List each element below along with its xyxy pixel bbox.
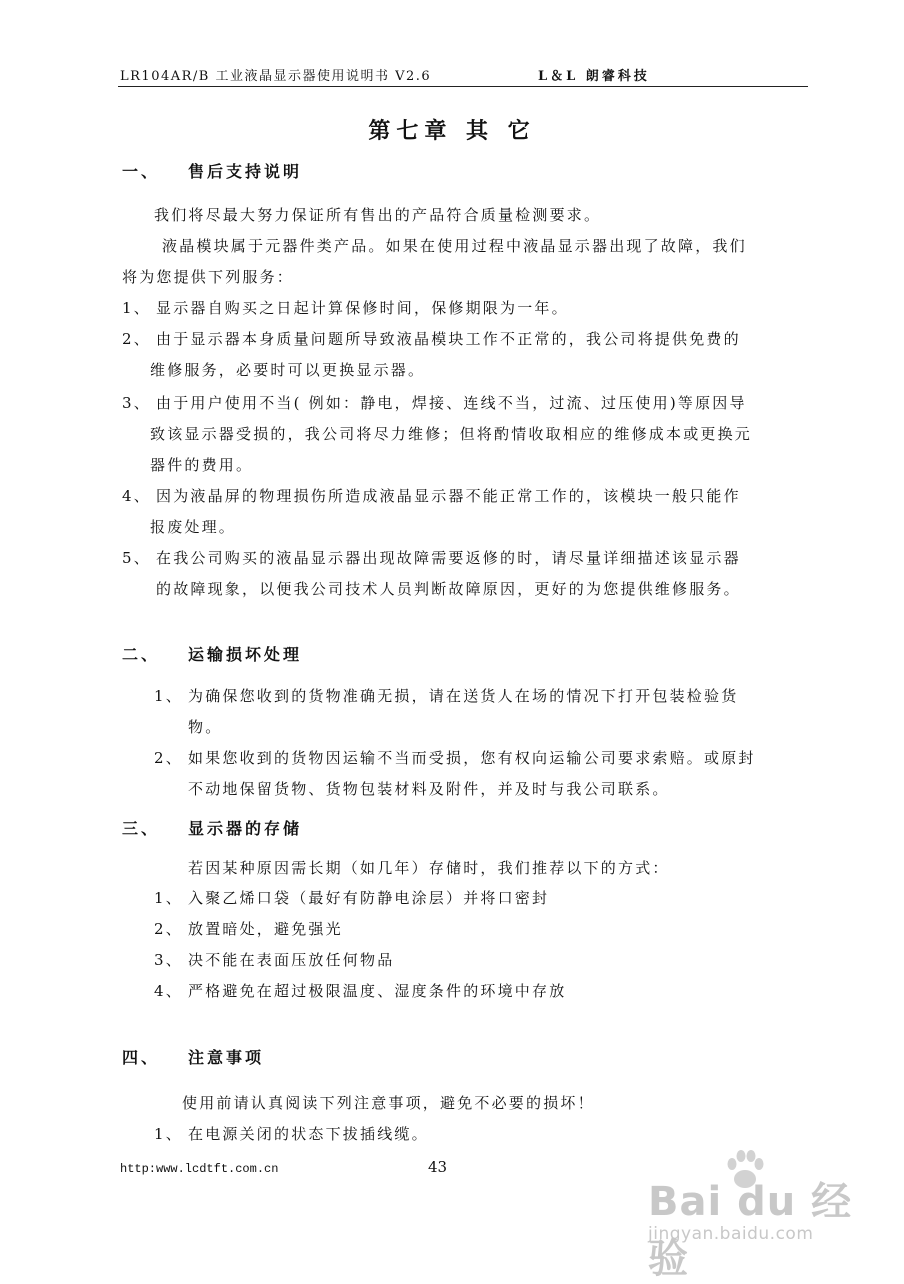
header-company-name: L＆L 朗睿科技 — [538, 69, 650, 84]
list-item-text: 如果您收到的货物因运输不当而受损，您有权向运输公司要求索赔。或原封 — [188, 749, 756, 767]
baidu-jingyan-watermark — [640, 1148, 890, 1282]
list-item-text: 放置暗处，避免强光 — [188, 920, 343, 938]
paragraph: 将为您提供下列服务： — [122, 268, 295, 286]
list-item-text: 在我公司购买的液晶显示器出现故障需要返修的时，请尽量详细描述该显示器 — [156, 549, 741, 567]
list-item-text: 的故障现象，以便我公司技术人员判断故障原因，更好的为您提供维修服务。 — [156, 580, 741, 598]
list-item-text: 显示器自购买之日起计算保修时间，保修期限为一年。 — [156, 299, 569, 317]
section-number: 一、 — [122, 162, 161, 181]
paragraph: 液晶模块属于元器件类产品。如果在使用过程中液晶显示器出现了故障，我们 — [162, 237, 747, 255]
page-header — [118, 62, 808, 87]
section-heading-2 — [122, 642, 302, 665]
list-item-text: 由于用户使用不当( 例如：静电，焊接、连线不当，过流、过压使用)等原因导 — [156, 394, 747, 412]
list-item-number: 4、 — [154, 982, 183, 1000]
list-item-number: 2、 — [122, 330, 151, 348]
section-heading-3 — [122, 816, 302, 839]
list-item-number: 4、 — [122, 487, 151, 505]
list-item-text: 因为液晶屏的物理损伤所造成液晶显示器不能正常工作的，该模块一般只能作 — [156, 487, 741, 505]
section-title: 显示器的存储 — [188, 819, 303, 838]
list-item-text: 由于显示器本身质量问题所导致液晶模块工作不正常的，我公司将提供免费的 — [156, 330, 741, 348]
watermark-url: jingyan.baidu.com — [648, 1224, 814, 1244]
section-number: 四、 — [122, 1048, 161, 1067]
list-item-number: 2、 — [154, 920, 183, 938]
section-number: 三、 — [122, 819, 161, 838]
paragraph: 我们将尽最大努力保证所有售出的产品符合质量检测要求。 — [154, 206, 602, 224]
section-title: 运输损坏处理 — [188, 645, 303, 664]
list-item-text: 为确保您收到的货物准确无损，请在送货人在场的情况下打开包装检验货 — [188, 687, 739, 705]
list-item-text: 器件的费用。 — [150, 456, 254, 474]
section-number: 二、 — [122, 645, 161, 664]
list-item-number: 1、 — [154, 687, 183, 705]
paragraph: 若因某种原因需长期（如几年）存储时，我们推荐以下的方式： — [188, 859, 670, 877]
list-item-number: 1、 — [122, 299, 151, 317]
section-title: 售后支持说明 — [188, 162, 303, 181]
paragraph: 使用前请认真阅读下列注意事项，避免不必要的损坏！ — [182, 1094, 595, 1112]
list-item-number: 2、 — [154, 749, 183, 767]
list-item-text: 严格避免在超过极限温度、湿度条件的环境中存放 — [188, 982, 567, 1000]
list-item-text: 报废处理。 — [150, 518, 237, 536]
section-title: 注意事项 — [188, 1048, 265, 1067]
list-item-number: 3、 — [154, 951, 183, 969]
list-item-text: 入聚乙烯口袋（最好有防静电涂层）并将口密封 — [188, 889, 550, 907]
page-number: 43 — [428, 1158, 448, 1176]
footer-url: http:www.lcdtft.com.cn — [120, 1162, 279, 1176]
list-item-text: 致该显示器受损的，我公司将尽力维修；但将酌情收取相应的维修成本或更换元 — [150, 425, 753, 443]
section-heading-4 — [122, 1045, 264, 1068]
list-item-number: 5、 — [122, 549, 151, 567]
list-item-text: 在电源关闭的状态下拔插线缆。 — [188, 1125, 429, 1143]
list-item-text: 决不能在表面压放任何物品 — [188, 951, 395, 969]
list-item-number: 1、 — [154, 889, 183, 907]
list-item-number: 3、 — [122, 394, 151, 412]
header-document-title: LR104AR/B 工业液晶显示器使用说明书 V2.6 — [120, 69, 432, 84]
list-item-text: 维修服务，必要时可以更换显示器。 — [150, 361, 426, 379]
list-item-number: 1、 — [154, 1125, 183, 1143]
list-item-text: 物。 — [188, 718, 223, 736]
watermark-brand: Bai du 经验 — [648, 1179, 853, 1282]
section-heading-1 — [122, 159, 302, 182]
chapter-title: 第七章 其 它 — [368, 119, 536, 144]
list-item-text: 不动地保留货物、货物包装材料及附件，并及时与我公司联系。 — [188, 780, 670, 798]
